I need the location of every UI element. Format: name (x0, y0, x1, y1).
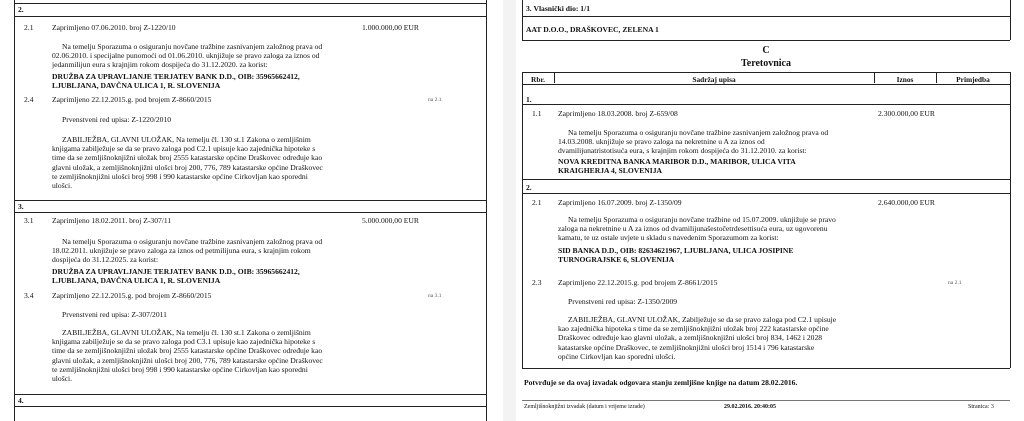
confirmation-text: Potvrđuje se da ovaj izvadak odgovara stanju zemljišne knjige na datum 28.02.2016. (524, 378, 798, 387)
row-number: 1. (526, 95, 532, 104)
entry-party: SID BANKA D.D., OIB: 82634621967, LJUBLJANA, ULICA JOSIPINE TURNOGRAJSKE 6, SLOVENIJA (558, 246, 794, 265)
entry-priority: Prvenstveni red upisa: Z-1220/2010 (62, 115, 172, 124)
entry-rbr: 2.1 (532, 198, 542, 207)
entry-text: ZABILJEŽBA, GLAVNI ULOŽAK, Zabilježuje se da se pravo zaloga pod C2.1 upisuje kao zajednička hipoteka s time da se zemljišnoknjižni uložak broj 222 katastarske općine Draškovec određuje kao glavni uložak, a zemljišnoknjižni ulošci broj 834, 1462 i 2028 katastarske općine Draškovec, te zemljišnoknjižni ulošci broj 1514 i 796 katastarske općine Cirkovljan kao sporedni ulošci. (558, 315, 837, 361)
row-divider (14, 3, 486, 4)
left-page (0, 0, 503, 421)
footer-page-number: Stranica: 3 (968, 404, 994, 410)
row-divider (14, 212, 486, 213)
row-divider (14, 406, 486, 407)
col-header-amount: Iznos (896, 75, 914, 84)
row-divider (522, 40, 1010, 41)
owner-border (522, 0, 523, 40)
entry-rbr: 2.3 (532, 278, 542, 287)
entry-rbr: 2.1 (24, 23, 34, 32)
page-gap (503, 0, 516, 421)
entry-rbr: 3.4 (24, 291, 34, 300)
entry-text: Na temelju Sporazuma o osiguranju novčane tražbine zasnivanjem založnog prava od 18.02.2011. uknjižuje se pravo zaloga za iznos od petmilijuna eura, s krajnjim rokom dospijeća do 31.12.2025. za korist: (52, 237, 323, 265)
row-divider (522, 84, 1010, 85)
col-header-remark: Primjedba (956, 75, 990, 84)
entry-header: Zaprimljeno 16.07.2009. broj Z-1350/09 (558, 198, 682, 207)
entry-header: Zaprimljeno 22.12.2015.g. pod brojem Z-8660/2015 (52, 291, 212, 300)
section-number: 2. (18, 5, 24, 14)
entry-party: DRUŽBA ZA UPRAVLJANJE TERJATEV BANK D.D., OIB: 35965662412, LJUBLJANA, DAVČNA ULICA 1, R. SLOVENIJA (52, 267, 300, 286)
entry-text: Na temelju Sporazuma o osiguranju novčane tražbine zasnivanjem založnog prava od 02.06.2010. i specijalne punomoći od 01.06.2010. uknjižuje se pravo zaloga za iznos od jedanmilijun eura s krajnjim rokom dospijeća do 31.12.2020. za korist: (52, 42, 323, 70)
entry-amount: 2.640.000,00 EUR (878, 198, 935, 207)
entry-text: Na temelju Sporazuma o osiguranju novčane tražbine od 15.07.2009. uknjižuje se pravo zaloga na nekretnine u A za iznos od dvamilijunašestočetrdesettisuća eura, uz ugovorenu kamatu, te uz ostale uvjete u skladu s navedenim Sporazumom za korist: (558, 215, 836, 243)
row-divider (522, 179, 1010, 180)
owner-name: AAT D.O.O., DRAŠKOVEC, ZELENA 1 (526, 25, 659, 34)
row-divider (14, 16, 486, 17)
section-letter: C (762, 45, 770, 56)
section-number: 4. (18, 396, 24, 405)
entry-note: na 2.1 (948, 280, 962, 286)
row-divider (522, 16, 1010, 17)
col-header-content: Sadržaj upisa (692, 75, 736, 84)
entry-header: Zaprimljeno 07.06.2010. broj Z-1220/10 (52, 23, 176, 32)
entry-header: Zaprimljeno 18.03.2008. broj Z-659/08 (558, 109, 678, 118)
entry-amount: 1.000.000,00 EUR (362, 23, 419, 32)
entry-party: DRUŽBA ZA UPRAVLJANJE TERJATEV BANK D.D., OIB: 35965662412, LJUBLJANA, DAVČNA ULICA 1, R. SLOVENIJA (52, 72, 300, 91)
right-page (516, 0, 1022, 421)
entry-rbr: 2.4 (24, 95, 34, 104)
row-divider (522, 104, 1010, 105)
entry-amount: 5.000.000,00 EUR (362, 216, 419, 225)
entry-header: Zaprimljeno 22.12.2015.g. pod brojem Z-8661/2015 (558, 278, 718, 287)
footer-label: Zemljišnoknjižni izvadak (datum i vrijeme izrade) (524, 404, 645, 410)
entry-text: ZABILJEŽBA, GLAVNI ULOŽAK, Na temelju čl. 130 st.1 Zakona o zemljišnim knjigama zabilježuje se da se pravo zaloga pod C2.1 upisuje kao zajednička hipoteke s time da se zemljišnoknjižni uložak broj 2555 katastarske općine Draškovec određuje kao glavni uložak, a zemljišnoknjižni ulošci broj 200, 776, 789 katastarske općine Draškovec te zemljišnoknjižni ulošci broj 998 i 990 katastarske općine Cirkovljan kao sporedni ulošci. (52, 135, 323, 191)
left-border (14, 0, 15, 421)
entry-note: na 3.1 (428, 293, 442, 299)
entry-note: na 2.1 (428, 97, 442, 103)
footer-divider (522, 400, 1010, 401)
row-number: 2. (526, 183, 532, 192)
table-bottom (522, 368, 1010, 369)
row-divider (14, 200, 486, 201)
entry-amount: 2.300.000,00 EUR (878, 109, 935, 118)
owner-border (1010, 0, 1011, 40)
right-border (486, 0, 487, 421)
entry-header: Zaprimljeno 18.02.2011. broj Z-307/11 (52, 216, 172, 225)
entry-party: NOVA KREDITNA BANKA MARIBOR D.D., MARIBOR, ULICA VITA KRAIGHERJA 4, SLOVENIJA (558, 157, 796, 176)
entry-header: Zaprimljeno 22.12.2015.g. pod brojem Z-8660/2015 (52, 95, 212, 104)
table-border (522, 72, 523, 368)
entry-text: Na temelju Sporazuma o osiguranju novčane tražbine zasnivanjem založnog prava od 14.03.2008. uknjižuje se pravo zaloga na nekretnine u A za iznos od dvamilijunatristotisuća eura, s krajnjim rokom dospijeća do 31.12.2010. za korist: (558, 128, 829, 156)
entry-rbr: 1.1 (532, 109, 542, 118)
entry-priority: Prvenstveni red upisa: Z-307/2011 (62, 310, 167, 319)
entry-rbr: 3.1 (24, 216, 34, 225)
entry-priority: Prvenstveni red upisa: Z-1350/2009 (568, 297, 678, 306)
owner-part: 3. Vlasnički dio: 1/1 (526, 4, 590, 13)
col-header-rbr: Rbr. (531, 75, 545, 84)
entry-text: ZABILJEŽBA, GLAVNI ULOŽAK, Na temelju čl. 130 st.1 Zakona o zemljišnim knjigama zabilježuje se da se pravo zaloga pod C3.1 upisuje kao zajednička hipoteke s time da se zemljišnoknjižni uložak broj 2555 katastarske općine Draškovec određuje kao glavni uložak, a zemljišnoknjižni ulošci broj 200, 776, 789 katastarske općine Draškovec te zemljišnoknjižni ulošci broj 998 i 990 katastarske općine Cirkovljan kao sporedni ulošci. (52, 328, 323, 384)
section-title: Teretovnica (741, 58, 791, 69)
row-divider (522, 193, 1010, 194)
table-border (1010, 72, 1011, 368)
footer-timestamp: 29.02.2016. 20:40:05 (724, 404, 776, 410)
section-number: 3. (18, 202, 24, 211)
row-divider (14, 394, 486, 395)
